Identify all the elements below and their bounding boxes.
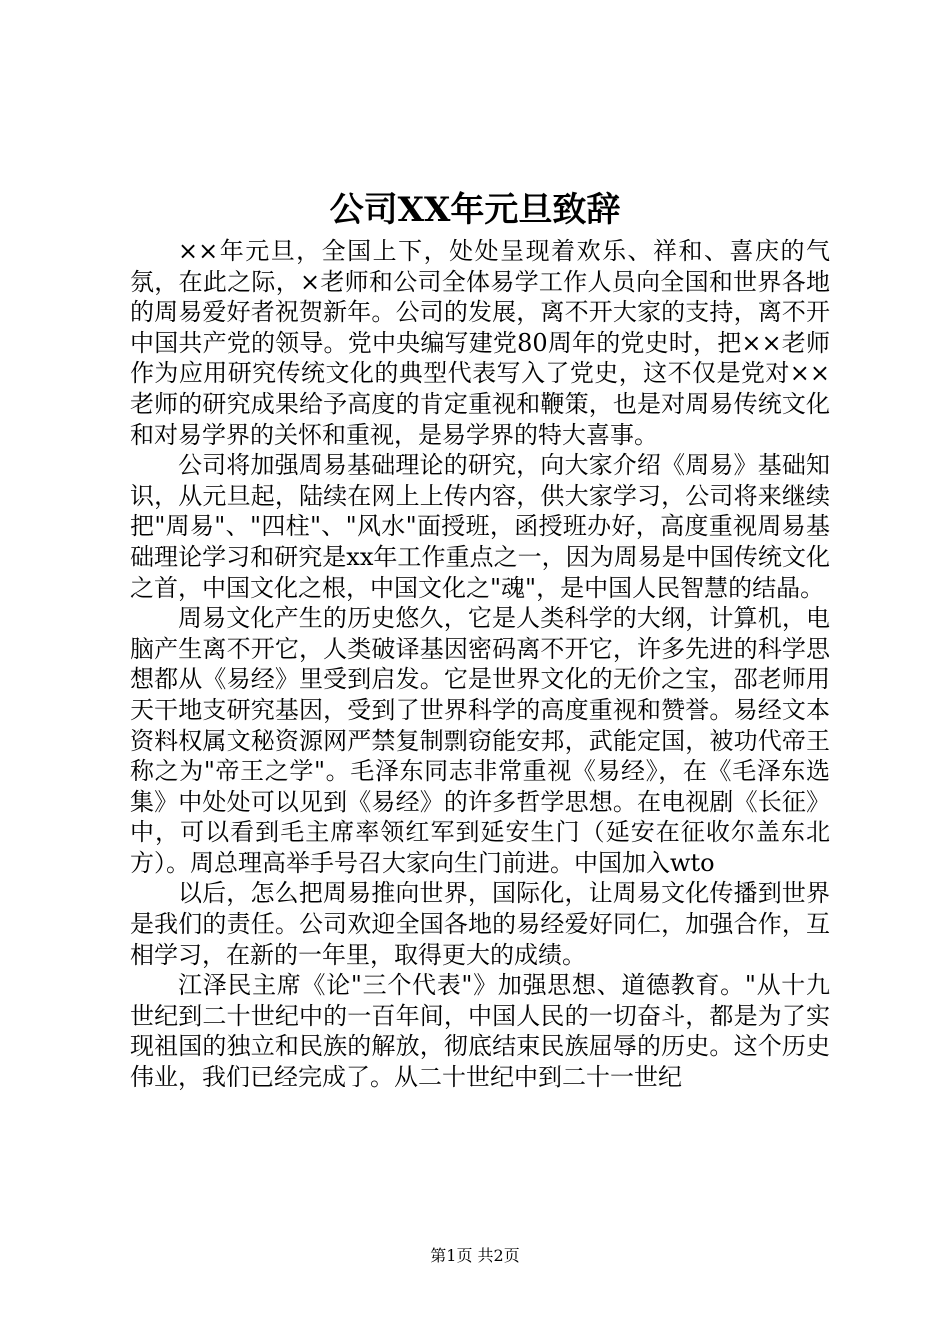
document-body xyxy=(130,236,830,1093)
document-title: 公司XX年元旦致辞 xyxy=(329,190,621,230)
paragraph-2: 公司将加强周易基础理论的研究，向大家介绍《周易》基础知识，从元旦起，陆续在网上上传内容，供大家学习，公司将来继续把"周易"、"四柱"、"风水"面授班，函授班办好，高度重视周易基础理论学习和研究是xx年工作重点之一，因为周易是中国传统文化之首，中国文化之根，中国文化之"魂"，是中国人民智慧的结晶。 xyxy=(130,451,830,602)
page-footer: 第1页 共2页 xyxy=(430,1246,520,1265)
paragraph-5: 江泽民主席《论"三个代表"》加强思想、道德教育。"从十九世纪到二十世纪中的一百年间，中国人民的一切奋斗，都是为了实现祖国的独立和民族的解放，彻底结束民族屈辱的历史。这个历史伟业，我们已经完成了。从二十世纪中到二十一世纪 xyxy=(130,971,830,1092)
paragraph-3: 周易文化产生的历史悠久，它是人类科学的大纲，计算机，电脑产生离不开它，人类破译基因密码离不开它，许多先进的科学思想都从《易经》里受到启发。它是世界文化的无价之宝，邵老师用天干地支研究基因，受到了世界科学的高度重视和赞誉。易经文本资料权属文秘资源网严禁复制剽窃能安邦，武能定国，被功代帝王称之为"帝王之学"。毛泽东同志非常重视《易经》，在《毛泽东选集》中处处可以见到《易经》的许多哲学思想。在电视剧《长征》中，可以看到毛主席率领红军到延安生门（延安在征收尔盖东北方）。周总理高举手号召大家向生门前进。中国加入wto xyxy=(130,604,830,877)
paragraph-1: ××年元旦，全国上下，处处呈现着欢乐、祥和、喜庆的气氛，在此之际，×老师和公司全体易学工作人员向全国和世界各地的周易爱好者祝贺新年。公司的发展，离不开大家的支持，离不开中国共产党的领导。党中央编写建党80周年的党史时，把××老师作为应用研究传统文化的典型代表写入了党史，这不仅是党对××老师的研究成果给予高度的肯定重视和鞭策，也是对周易传统文化和对易学界的关怀和重视，是易学界的特大喜事。 xyxy=(130,237,830,449)
paragraph-4: 以后，怎么把周易推向世界，国际化，让周易文化传播到世界是我们的责任。公司欢迎全国各地的易经爱好同仁，加强合作，互相学习，在新的一年里，取得更大的成绩。 xyxy=(130,879,830,969)
